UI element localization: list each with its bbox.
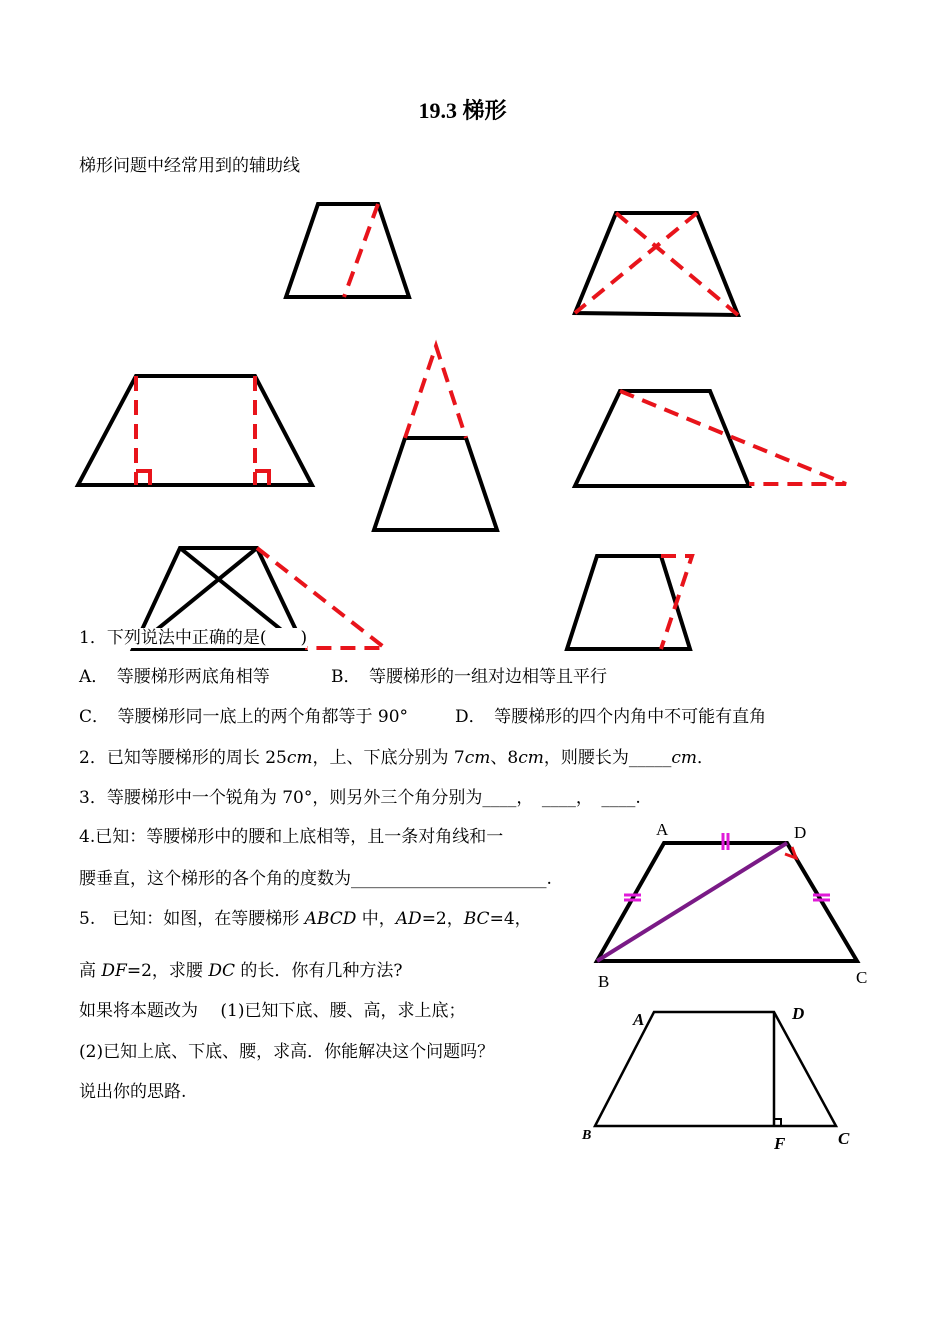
q4-line2: 腰垂直，这个梯形的各个角的度数为_______________________. bbox=[79, 869, 552, 889]
q2-unit: cm bbox=[671, 748, 698, 768]
q5-part: 5. 已知：如图，在等腰梯形 bbox=[79, 909, 305, 929]
q2-part: 2．已知等腰梯形的周长 25 bbox=[79, 748, 287, 768]
q2-unit: cm bbox=[518, 748, 544, 768]
q1-stem: 1．下列说法中正确的是( ) bbox=[79, 628, 308, 648]
q3-text: 3．等腰梯形中一个锐角为 70°，则另外三个角分别为____， ____， ____. bbox=[79, 788, 641, 808]
q4-label-b: B bbox=[598, 972, 610, 991]
q5-part: =2， bbox=[421, 909, 464, 929]
page-title: 19.3 梯形 bbox=[418, 98, 507, 123]
q5-var: AD bbox=[395, 909, 422, 929]
q5-label-a: A bbox=[633, 1010, 645, 1029]
q5-line5: 说出你的思路. bbox=[79, 1082, 187, 1102]
q5-part: 中， bbox=[356, 909, 396, 929]
q2-unit: cm bbox=[464, 748, 491, 768]
q5-line3: 如果将本题改为 (1)已知下底、腰、高，求上底； bbox=[79, 1001, 466, 1021]
q1-option-d: D． 等腰梯形的四个内角中不可能有直角 bbox=[455, 707, 767, 727]
q5-var: BC bbox=[463, 909, 490, 929]
q5-trapezoid bbox=[595, 1012, 836, 1126]
q2-part: 、8 bbox=[490, 748, 519, 768]
q5-var: DF bbox=[101, 961, 127, 981]
q5-label-c: C bbox=[838, 1129, 850, 1148]
q1-option-c: C． 等腰梯形同一底上的两个角都等于 90° bbox=[79, 707, 409, 727]
q5-label-b: B bbox=[582, 1128, 592, 1143]
q5-var: ABCD bbox=[304, 909, 357, 929]
q5-label-d: D bbox=[792, 1004, 805, 1023]
q1-option-b: B． 等腰梯形的一组对边相等且平行 bbox=[331, 667, 607, 687]
q1-option-a: A． 等腰梯形两底角相等 bbox=[79, 667, 270, 687]
q5-part: =2，求腰 bbox=[126, 961, 209, 981]
q5-part: 的长．你有几种方法? bbox=[234, 961, 403, 981]
q5-part: =4， bbox=[489, 909, 532, 929]
q5-label-f: F bbox=[774, 1134, 786, 1153]
intro-text: 梯形问题中经常用到的辅助线 bbox=[79, 156, 300, 176]
q4-line1: 4.已知：等腰梯形中的腰和上底相等，且一条对角线和一 bbox=[79, 827, 504, 847]
q5-line4: (2)已知上底、下底、腰，求高．你能解决这个问题吗？ bbox=[79, 1042, 495, 1062]
q5-part: 高 bbox=[79, 961, 102, 981]
q4-label-d: D bbox=[794, 823, 807, 842]
q2-part: ． bbox=[697, 748, 715, 768]
q5-var: DC bbox=[208, 961, 235, 981]
q4-label-a: A bbox=[656, 820, 669, 839]
q2-unit: cm bbox=[286, 748, 313, 768]
q4-label-c: C bbox=[856, 968, 868, 987]
q2-part: ，上、下底分别为 7 bbox=[312, 748, 465, 768]
q2-part: ，则腰长为_____ bbox=[543, 748, 672, 768]
